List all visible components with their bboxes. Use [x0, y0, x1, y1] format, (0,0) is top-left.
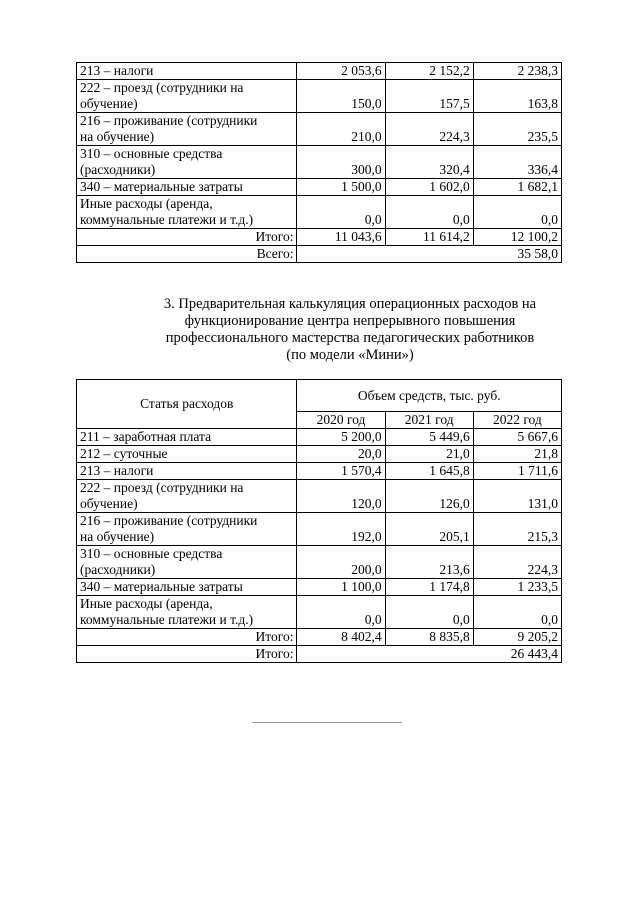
expense-item-label	[77, 179, 297, 196]
table-row	[77, 480, 562, 513]
amount-cell: 0,0	[473, 596, 561, 629]
label-line: обучение)	[80, 496, 138, 511]
label-line: на обучение)	[80, 129, 155, 144]
expense-item-label	[77, 596, 297, 629]
table-row	[77, 179, 562, 196]
expense-item-label	[77, 113, 297, 146]
amount-cell: 21,0	[385, 446, 473, 463]
table-row	[77, 146, 562, 179]
table-row	[77, 596, 562, 629]
label-line: на обучение)	[80, 529, 155, 544]
section-heading	[100, 296, 600, 364]
amount-cell: 1 682,1	[473, 179, 561, 196]
year-header: 2020 год	[297, 412, 385, 429]
amount-cell: 336,4	[473, 146, 561, 179]
label-line: (расходники)	[80, 562, 156, 577]
grand-total-label: Итого:	[77, 646, 297, 663]
grand-total-row	[77, 646, 562, 663]
label-line: 212 – суточные	[80, 446, 168, 461]
expense-item-label	[77, 513, 297, 546]
amount-cell: 224,3	[385, 113, 473, 146]
expense-item-label	[77, 80, 297, 113]
amount-cell: 1 500,0	[297, 179, 385, 196]
subtotal-label: Итого:	[77, 229, 297, 246]
heading-line: функционирование центра непрерывного повышения	[184, 313, 516, 329]
amount-cell: 2 152,2	[385, 63, 473, 80]
label-line: коммунальные платежи и т.д.)	[80, 212, 254, 227]
amount-cell: 1 570,4	[297, 463, 385, 480]
expense-item-label	[77, 579, 297, 596]
amount-cell: 213,6	[385, 546, 473, 579]
amount-cell: 150,0	[297, 80, 385, 113]
amount-cell: 157,5	[385, 80, 473, 113]
amount-cell: 0,0	[297, 196, 385, 229]
amount-cell: 126,0	[385, 480, 473, 513]
grand-total-value: 26 443,4	[297, 646, 562, 663]
year-header: 2022 год	[473, 412, 561, 429]
table-row	[77, 113, 562, 146]
amount-cell: 224,3	[473, 546, 561, 579]
subtotal-cell: 12 100,2	[473, 229, 561, 246]
year-header: 2021 год	[385, 412, 473, 429]
label-line: 222 – проезд (сотрудники на	[80, 80, 244, 95]
amount-cell: 131,0	[473, 480, 561, 513]
amount-cell: 235,5	[473, 113, 561, 146]
subtotal-cell: 9 205,2	[473, 629, 561, 646]
expense-table-continued	[76, 62, 562, 263]
amount-cell: 21,8	[473, 446, 561, 463]
amount-cell: 192,0	[297, 513, 385, 546]
label-line: 211 – заработная плата	[80, 429, 212, 444]
amount-cell: 1 711,6	[473, 463, 561, 480]
amount-cell: 1 100,0	[297, 579, 385, 596]
amount-cell: 1 602,0	[385, 179, 473, 196]
amount-cell: 210,0	[297, 113, 385, 146]
label-line: 222 – проезд (сотрудники на	[80, 480, 244, 495]
footnote-separator	[252, 722, 402, 723]
label-line: 340 – материальные затраты	[80, 179, 243, 194]
table-row	[77, 513, 562, 546]
label-line: 310 – основные средства	[80, 146, 223, 161]
expense-item-label	[77, 480, 297, 513]
expense-item-label	[77, 463, 297, 480]
expense-item-label	[77, 446, 297, 463]
amount-cell: 5 667,6	[473, 429, 561, 446]
table-row	[77, 429, 562, 446]
column-header-funds: Объем средств, тыс. руб.	[297, 380, 562, 412]
amount-cell: 200,0	[297, 546, 385, 579]
table-row	[77, 579, 562, 596]
amount-cell: 1 233,5	[473, 579, 561, 596]
amount-cell: 1 645,8	[385, 463, 473, 480]
amount-cell: 120,0	[297, 480, 385, 513]
expense-item-label	[77, 546, 297, 579]
label-line: Иные расходы (аренда,	[80, 596, 213, 611]
grand-total-row	[77, 246, 562, 263]
grand-total-value: 35 58,0	[297, 246, 562, 263]
label-line: 213 – налоги	[80, 463, 154, 478]
expense-table-mini-model	[76, 379, 562, 663]
label-line: (расходники)	[80, 162, 156, 177]
amount-cell: 0,0	[385, 596, 473, 629]
amount-cell: 5 449,6	[385, 429, 473, 446]
column-header-expense-item: Статья расходов	[77, 380, 297, 429]
subtotal-label: Итого:	[77, 629, 297, 646]
subtotal-cell: 11 614,2	[385, 229, 473, 246]
subtotal-row	[77, 229, 562, 246]
amount-cell: 205,1	[385, 513, 473, 546]
heading-line: (по модели «Мини»)	[286, 347, 414, 363]
amount-cell: 0,0	[297, 596, 385, 629]
label-line: Иные расходы (аренда,	[80, 196, 213, 211]
table-row	[77, 463, 562, 480]
expense-item-label	[77, 63, 297, 80]
amount-cell: 163,8	[473, 80, 561, 113]
amount-cell: 20,0	[297, 446, 385, 463]
amount-cell: 0,0	[385, 196, 473, 229]
amount-cell: 300,0	[297, 146, 385, 179]
amount-cell: 1 174,8	[385, 579, 473, 596]
heading-line: профессионального мастерства педагогических работников	[165, 330, 535, 346]
label-line: коммунальные платежи и т.д.)	[80, 612, 254, 627]
amount-cell: 2 053,6	[297, 63, 385, 80]
label-line: обучение)	[80, 96, 138, 111]
amount-cell: 320,4	[385, 146, 473, 179]
table-row	[77, 196, 562, 229]
heading-line: 3. Предварительная калькуляция операционных расходов на	[163, 296, 537, 312]
expense-item-label	[77, 196, 297, 229]
label-line: 310 – основные средства	[80, 546, 223, 561]
label-line: 216 – проживание (сотрудники	[80, 513, 258, 528]
label-line: 213 – налоги	[80, 63, 154, 78]
amount-cell: 0,0	[473, 196, 561, 229]
label-line: 340 – материальные затраты	[80, 579, 243, 594]
subtotal-cell: 11 043,6	[297, 229, 385, 246]
subtotal-cell: 8 835,8	[385, 629, 473, 646]
table-row	[77, 546, 562, 579]
amount-cell: 215,3	[473, 513, 561, 546]
expense-item-label	[77, 429, 297, 446]
subtotal-cell: 8 402,4	[297, 629, 385, 646]
grand-total-label: Всего:	[77, 246, 297, 263]
amount-cell: 5 200,0	[297, 429, 385, 446]
subtotal-row	[77, 629, 562, 646]
table-row	[77, 446, 562, 463]
label-line: 216 – проживание (сотрудники	[80, 113, 258, 128]
amount-cell: 2 238,3	[473, 63, 561, 80]
table-row	[77, 63, 562, 80]
table-row	[77, 80, 562, 113]
expense-item-label	[77, 146, 297, 179]
